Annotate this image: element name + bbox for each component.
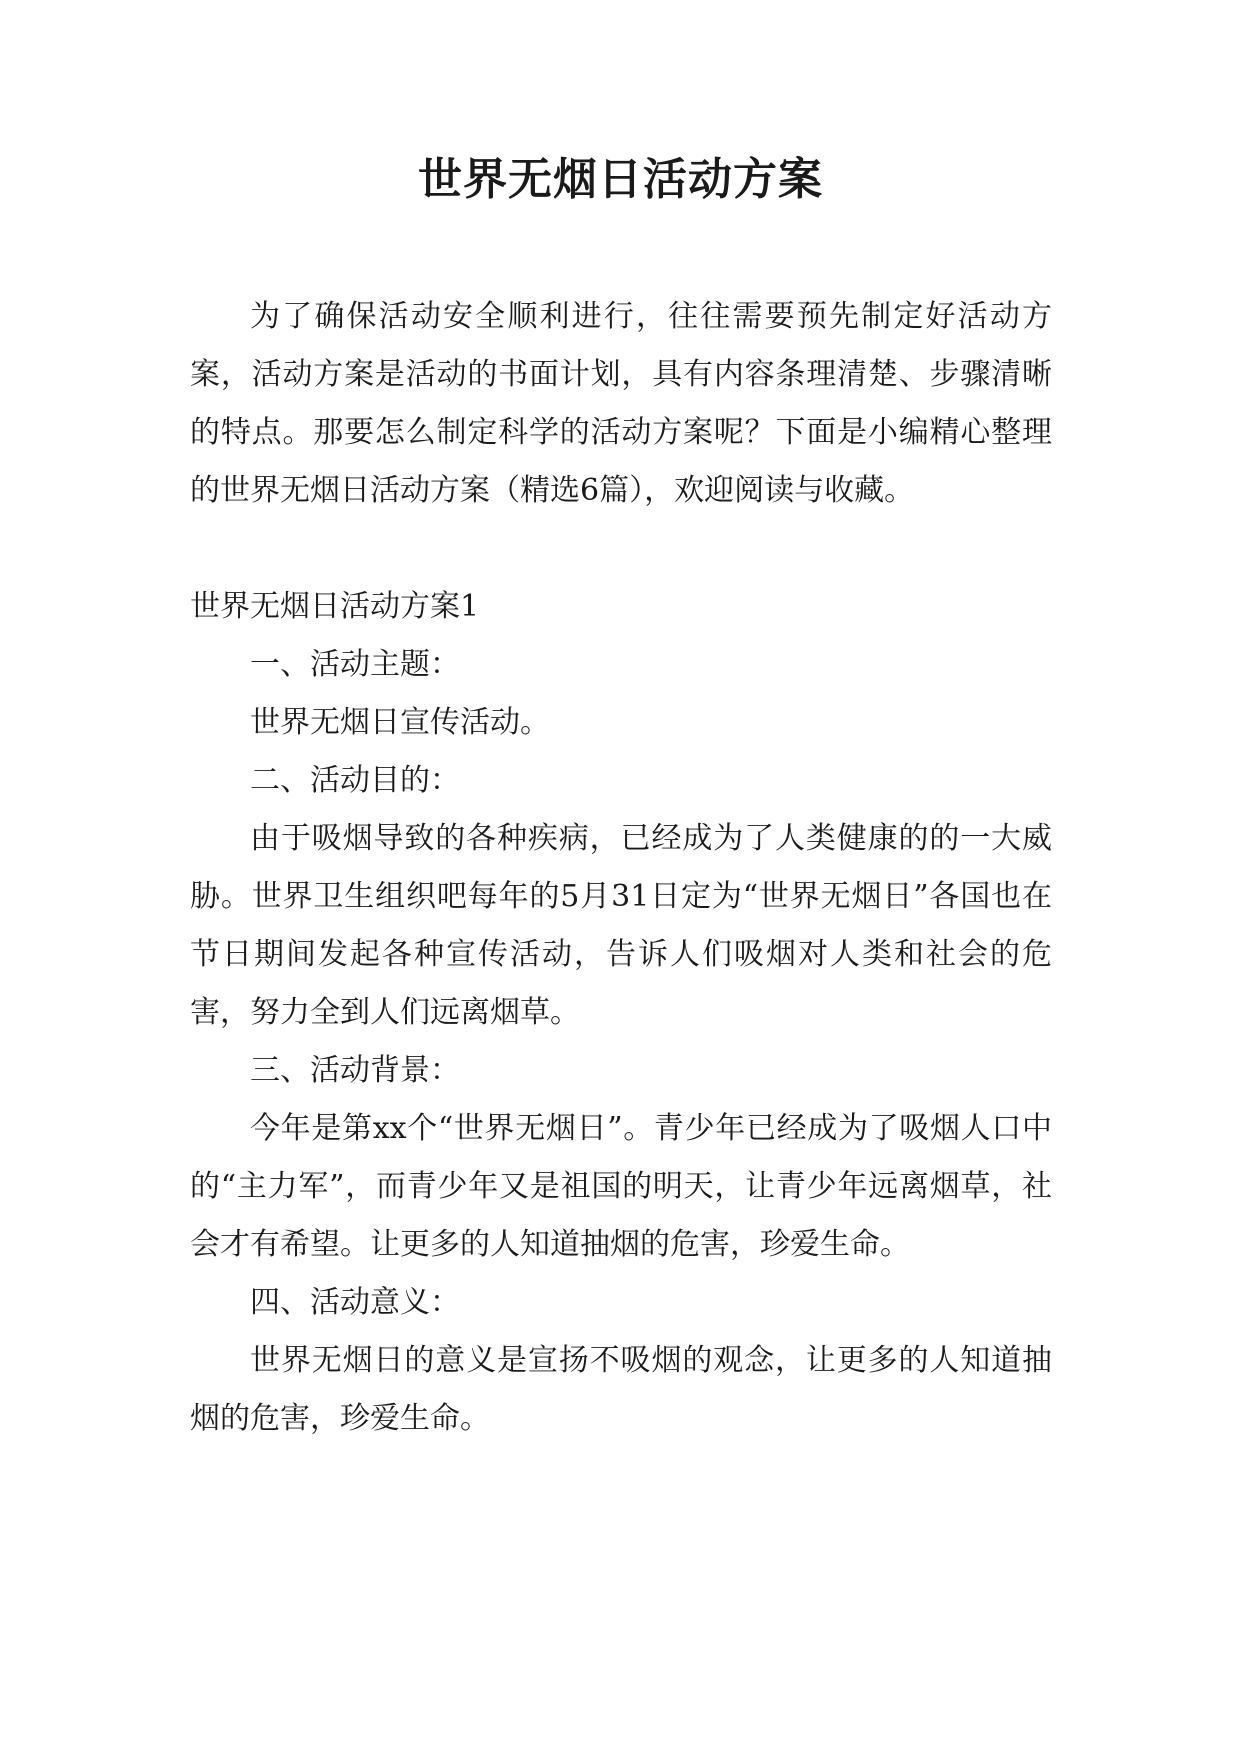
heading-activity-purpose: 二、活动目的： [250,763,460,798]
document-body [190,288,1052,1448]
heading-activity-significance: 四、活动意义： [250,1285,460,1320]
paragraph-activity-theme: 世界无烟日宣传活动。 [250,705,550,740]
section-title: 世界无烟日活动方案1 [190,589,480,624]
intro-paragraph: 为了确保活动安全顺利进行，往往需要预先制定好活动方案，活动方案是活动的书面计划，具有内容条理清楚、步骤清晰的特点。那要怎么制定科学的活动方案呢？下面是小编精心整理的世界无烟日活动方案（精选6篇），欢迎阅读与收藏。 [190,299,1052,508]
document-title: 世界无烟日活动方案 [418,154,823,205]
paragraph-activity-significance: 世界无烟日的意义是宣扬不吸烟的观念，让更多的人知道抽烟的危害，珍爱生命。 [190,1343,1052,1436]
paragraph-activity-background: 今年是第xx个“世界无烟日”。青少年已经成为了吸烟人口中的“主力军”，而青少年又是祖国的明天，让青少年远离烟草，社会才有希望。让更多的人知道抽烟的危害，珍爱生命。 [190,1111,1052,1262]
heading-activity-theme: 一、活动主题： [250,647,460,682]
heading-activity-background: 三、活动背景： [250,1053,460,1088]
paragraph-activity-purpose: 由于吸烟导致的各种疾病，已经成为了人类健康的的一大威胁。世界卫生组织吧每年的5月31日定为“世界无烟日”各国也在节日期间发起各种宣传活动，告诉人们吸烟对人类和社会的危害，努力全到人们远离烟草。 [190,821,1052,1030]
